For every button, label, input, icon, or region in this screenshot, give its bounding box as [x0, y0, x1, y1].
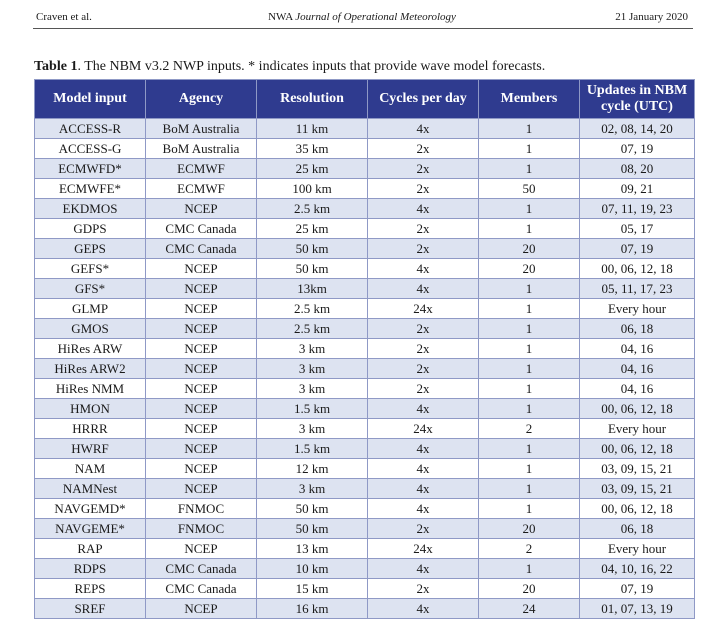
- table-cell: HiRes ARW: [35, 339, 146, 359]
- table-cell: 2.5 km: [257, 199, 368, 219]
- table-cell: 03, 09, 15, 21: [580, 459, 695, 479]
- table-cell: NCEP: [146, 299, 257, 319]
- header-authors: Craven et al.: [36, 11, 92, 23]
- table-cell: 01, 07, 13, 19: [580, 599, 695, 619]
- table-cell: NAVGEMD*: [35, 499, 146, 519]
- table-cell: GLMP: [35, 299, 146, 319]
- header-journal-name: Journal of Operational Meteorology: [295, 11, 456, 23]
- table-cell: 1: [479, 359, 580, 379]
- table-cell: 50: [479, 179, 580, 199]
- table-cell: 2x: [368, 239, 479, 259]
- table-cell: 16 km: [257, 599, 368, 619]
- table-cell: ECMWFE*: [35, 179, 146, 199]
- table-row: [35, 539, 695, 559]
- table-cell: 3 km: [257, 419, 368, 439]
- table-cell: 3 km: [257, 359, 368, 379]
- table-cell: 07, 19: [580, 239, 695, 259]
- table-cell: 25 km: [257, 159, 368, 179]
- table-cell: NCEP: [146, 459, 257, 479]
- table-cell: CMC Canada: [146, 559, 257, 579]
- table-cell: HiRes NMM: [35, 379, 146, 399]
- table-cell: 100 km: [257, 179, 368, 199]
- table-cell: Every hour: [580, 539, 695, 559]
- table-row: [35, 519, 695, 539]
- table-cell: 4x: [368, 259, 479, 279]
- table-cell: 07, 19: [580, 139, 695, 159]
- table-row: [35, 339, 695, 359]
- table-cell: FNMOC: [146, 519, 257, 539]
- table-cell: 4x: [368, 459, 479, 479]
- table-cell: 24x: [368, 419, 479, 439]
- table-cell: 2: [479, 539, 580, 559]
- table-cell: 1.5 km: [257, 399, 368, 419]
- table-cell: BoM Australia: [146, 119, 257, 139]
- table-cell: 02, 08, 14, 20: [580, 119, 695, 139]
- table-cell: 07, 19: [580, 579, 695, 599]
- table-cell: 2x: [368, 159, 479, 179]
- table-cell: 1: [479, 339, 580, 359]
- table-cell: 1: [479, 159, 580, 179]
- table-row: [35, 499, 695, 519]
- table-cell: GEFS*: [35, 259, 146, 279]
- table-cell: ECMWFD*: [35, 159, 146, 179]
- table-cell: 04, 16: [580, 339, 695, 359]
- table-cell: 06, 18: [580, 319, 695, 339]
- table-cell: 10 km: [257, 559, 368, 579]
- table-cell: NCEP: [146, 419, 257, 439]
- table-cell: CMC Canada: [146, 239, 257, 259]
- column-header: Agency: [146, 80, 257, 119]
- table-cell: 1: [479, 199, 580, 219]
- table-cell: 1: [479, 299, 580, 319]
- table-cell: NCEP: [146, 599, 257, 619]
- table-cell: 1: [479, 139, 580, 159]
- table-cell: RAP: [35, 539, 146, 559]
- table-cell: NCEP: [146, 399, 257, 419]
- table-cell: CMC Canada: [146, 219, 257, 239]
- table-cell: Every hour: [580, 299, 695, 319]
- table-cell: GFS*: [35, 279, 146, 299]
- table-cell: 1: [479, 559, 580, 579]
- table-cell: HiRes ARW2: [35, 359, 146, 379]
- table-cell: HMON: [35, 399, 146, 419]
- table-row: [35, 159, 695, 179]
- table-header-row: [35, 80, 695, 119]
- table-cell: 4x: [368, 439, 479, 459]
- table-row: [35, 259, 695, 279]
- nwp-inputs-table: [34, 79, 695, 619]
- table-cell: 1: [479, 499, 580, 519]
- table-cell: RDPS: [35, 559, 146, 579]
- table-cell: 04, 10, 16, 22: [580, 559, 695, 579]
- table-cell: 2x: [368, 579, 479, 599]
- table-cell: NAVGEME*: [35, 519, 146, 539]
- table-row: [35, 379, 695, 399]
- table-cell: 24: [479, 599, 580, 619]
- table-row: [35, 179, 695, 199]
- table-cell: 1: [479, 399, 580, 419]
- table-row: [35, 359, 695, 379]
- table-row: [35, 419, 695, 439]
- column-header: Updates in NBM cycle (UTC): [580, 80, 695, 119]
- table-cell: HRRR: [35, 419, 146, 439]
- table-cell: CMC Canada: [146, 579, 257, 599]
- table-row: [35, 599, 695, 619]
- table-cell: ECMWF: [146, 159, 257, 179]
- table-cell: NCEP: [146, 439, 257, 459]
- table-cell: 15 km: [257, 579, 368, 599]
- table-cell: 24x: [368, 299, 479, 319]
- table-cell: BoM Australia: [146, 139, 257, 159]
- table-cell: GMOS: [35, 319, 146, 339]
- table-cell: 3 km: [257, 479, 368, 499]
- table-cell: 04, 16: [580, 359, 695, 379]
- table-row: [35, 399, 695, 419]
- table-cell: 4x: [368, 119, 479, 139]
- table-cell: 2x: [368, 219, 479, 239]
- table-cell: 4x: [368, 399, 479, 419]
- table-row: [35, 459, 695, 479]
- table-cell: SREF: [35, 599, 146, 619]
- table-row: [35, 579, 695, 599]
- table-cell: 05, 17: [580, 219, 695, 239]
- table-cell: Every hour: [580, 419, 695, 439]
- table-row: [35, 119, 695, 139]
- table-cell: 11 km: [257, 119, 368, 139]
- table-cell: 2x: [368, 339, 479, 359]
- table-cell: 50 km: [257, 499, 368, 519]
- table-cell: NCEP: [146, 279, 257, 299]
- table-cell: 1: [479, 459, 580, 479]
- table-cell: 25 km: [257, 219, 368, 239]
- table-cell: NCEP: [146, 379, 257, 399]
- table-cell: 20: [479, 519, 580, 539]
- table-cell: 00, 06, 12, 18: [580, 439, 695, 459]
- table-cell: 2.5 km: [257, 319, 368, 339]
- table-cell: NAMNest: [35, 479, 146, 499]
- table-cell: FNMOC: [146, 499, 257, 519]
- table-cell: 20: [479, 579, 580, 599]
- table-cell: 00, 06, 12, 18: [580, 399, 695, 419]
- table-cell: 1: [479, 479, 580, 499]
- table-cell: NCEP: [146, 199, 257, 219]
- table-row: [35, 299, 695, 319]
- table-cell: 4x: [368, 499, 479, 519]
- header-journal: [36, 11, 688, 23]
- header-journal-prefix: NWA: [268, 11, 296, 23]
- table-cell: ACCESS-G: [35, 139, 146, 159]
- table-cell: 2x: [368, 319, 479, 339]
- table-caption: [34, 59, 545, 75]
- table-cell: NCEP: [146, 339, 257, 359]
- table-cell: 06, 18: [580, 519, 695, 539]
- table-cell: 2x: [368, 359, 479, 379]
- table-row: [35, 319, 695, 339]
- table-cell: NCEP: [146, 259, 257, 279]
- table-cell: 1: [479, 439, 580, 459]
- header-rule: [33, 28, 693, 29]
- header-date: 21 January 2020: [615, 11, 688, 23]
- table-cell: REPS: [35, 579, 146, 599]
- table-cell: 08, 20: [580, 159, 695, 179]
- table-cell: ACCESS-R: [35, 119, 146, 139]
- column-header: Cycles per day: [368, 80, 479, 119]
- caption-text: . The NBM v3.2 NWP inputs. * indicates inputs that provide wave model forecasts.: [77, 59, 546, 74]
- table-cell: 1: [479, 219, 580, 239]
- table-cell: 00, 06, 12, 18: [580, 499, 695, 519]
- table-cell: 2x: [368, 519, 479, 539]
- table-body: [35, 119, 695, 619]
- table-cell: 3 km: [257, 339, 368, 359]
- table-row: [35, 139, 695, 159]
- table-cell: 1: [479, 119, 580, 139]
- table-cell: 50 km: [257, 259, 368, 279]
- table-cell: GEPS: [35, 239, 146, 259]
- table-cell: 07, 11, 19, 23: [580, 199, 695, 219]
- table-cell: 50 km: [257, 519, 368, 539]
- table-cell: 1: [479, 319, 580, 339]
- table-row: [35, 219, 695, 239]
- table-cell: 35 km: [257, 139, 368, 159]
- table-row: [35, 439, 695, 459]
- table-cell: 13km: [257, 279, 368, 299]
- table-cell: 09, 21: [580, 179, 695, 199]
- table-cell: 24x: [368, 539, 479, 559]
- table-row: [35, 279, 695, 299]
- column-header: Model input: [35, 80, 146, 119]
- running-header: [36, 11, 688, 25]
- table-cell: 13 km: [257, 539, 368, 559]
- table-cell: 05, 11, 17, 23: [580, 279, 695, 299]
- table-cell: NAM: [35, 459, 146, 479]
- table-cell: 00, 06, 12, 18: [580, 259, 695, 279]
- table-row: [35, 479, 695, 499]
- table-cell: 03, 09, 15, 21: [580, 479, 695, 499]
- table-cell: 4x: [368, 479, 479, 499]
- table-cell: 4x: [368, 199, 479, 219]
- caption-label: Table 1: [34, 59, 78, 74]
- table-cell: 20: [479, 239, 580, 259]
- table-cell: 04, 16: [580, 379, 695, 399]
- table-cell: 3 km: [257, 379, 368, 399]
- table-cell: 4x: [368, 599, 479, 619]
- table-cell: 1: [479, 279, 580, 299]
- table-cell: 2x: [368, 179, 479, 199]
- table-cell: NCEP: [146, 479, 257, 499]
- table-cell: 2.5 km: [257, 299, 368, 319]
- table-cell: 2x: [368, 139, 479, 159]
- table-cell: GDPS: [35, 219, 146, 239]
- column-header: Resolution: [257, 80, 368, 119]
- table-cell: 2: [479, 419, 580, 439]
- table-cell: 2x: [368, 379, 479, 399]
- table-cell: HWRF: [35, 439, 146, 459]
- table-cell: NCEP: [146, 319, 257, 339]
- table-cell: EKDMOS: [35, 199, 146, 219]
- table-cell: 12 km: [257, 459, 368, 479]
- table-cell: 4x: [368, 279, 479, 299]
- table-row: [35, 239, 695, 259]
- table-cell: 50 km: [257, 239, 368, 259]
- table-cell: 1: [479, 379, 580, 399]
- table-row: [35, 559, 695, 579]
- table-cell: 20: [479, 259, 580, 279]
- table-row: [35, 199, 695, 219]
- table-cell: 4x: [368, 559, 479, 579]
- table-cell: ECMWF: [146, 179, 257, 199]
- column-header: Members: [479, 80, 580, 119]
- table-cell: 1.5 km: [257, 439, 368, 459]
- table-cell: NCEP: [146, 359, 257, 379]
- table-cell: NCEP: [146, 539, 257, 559]
